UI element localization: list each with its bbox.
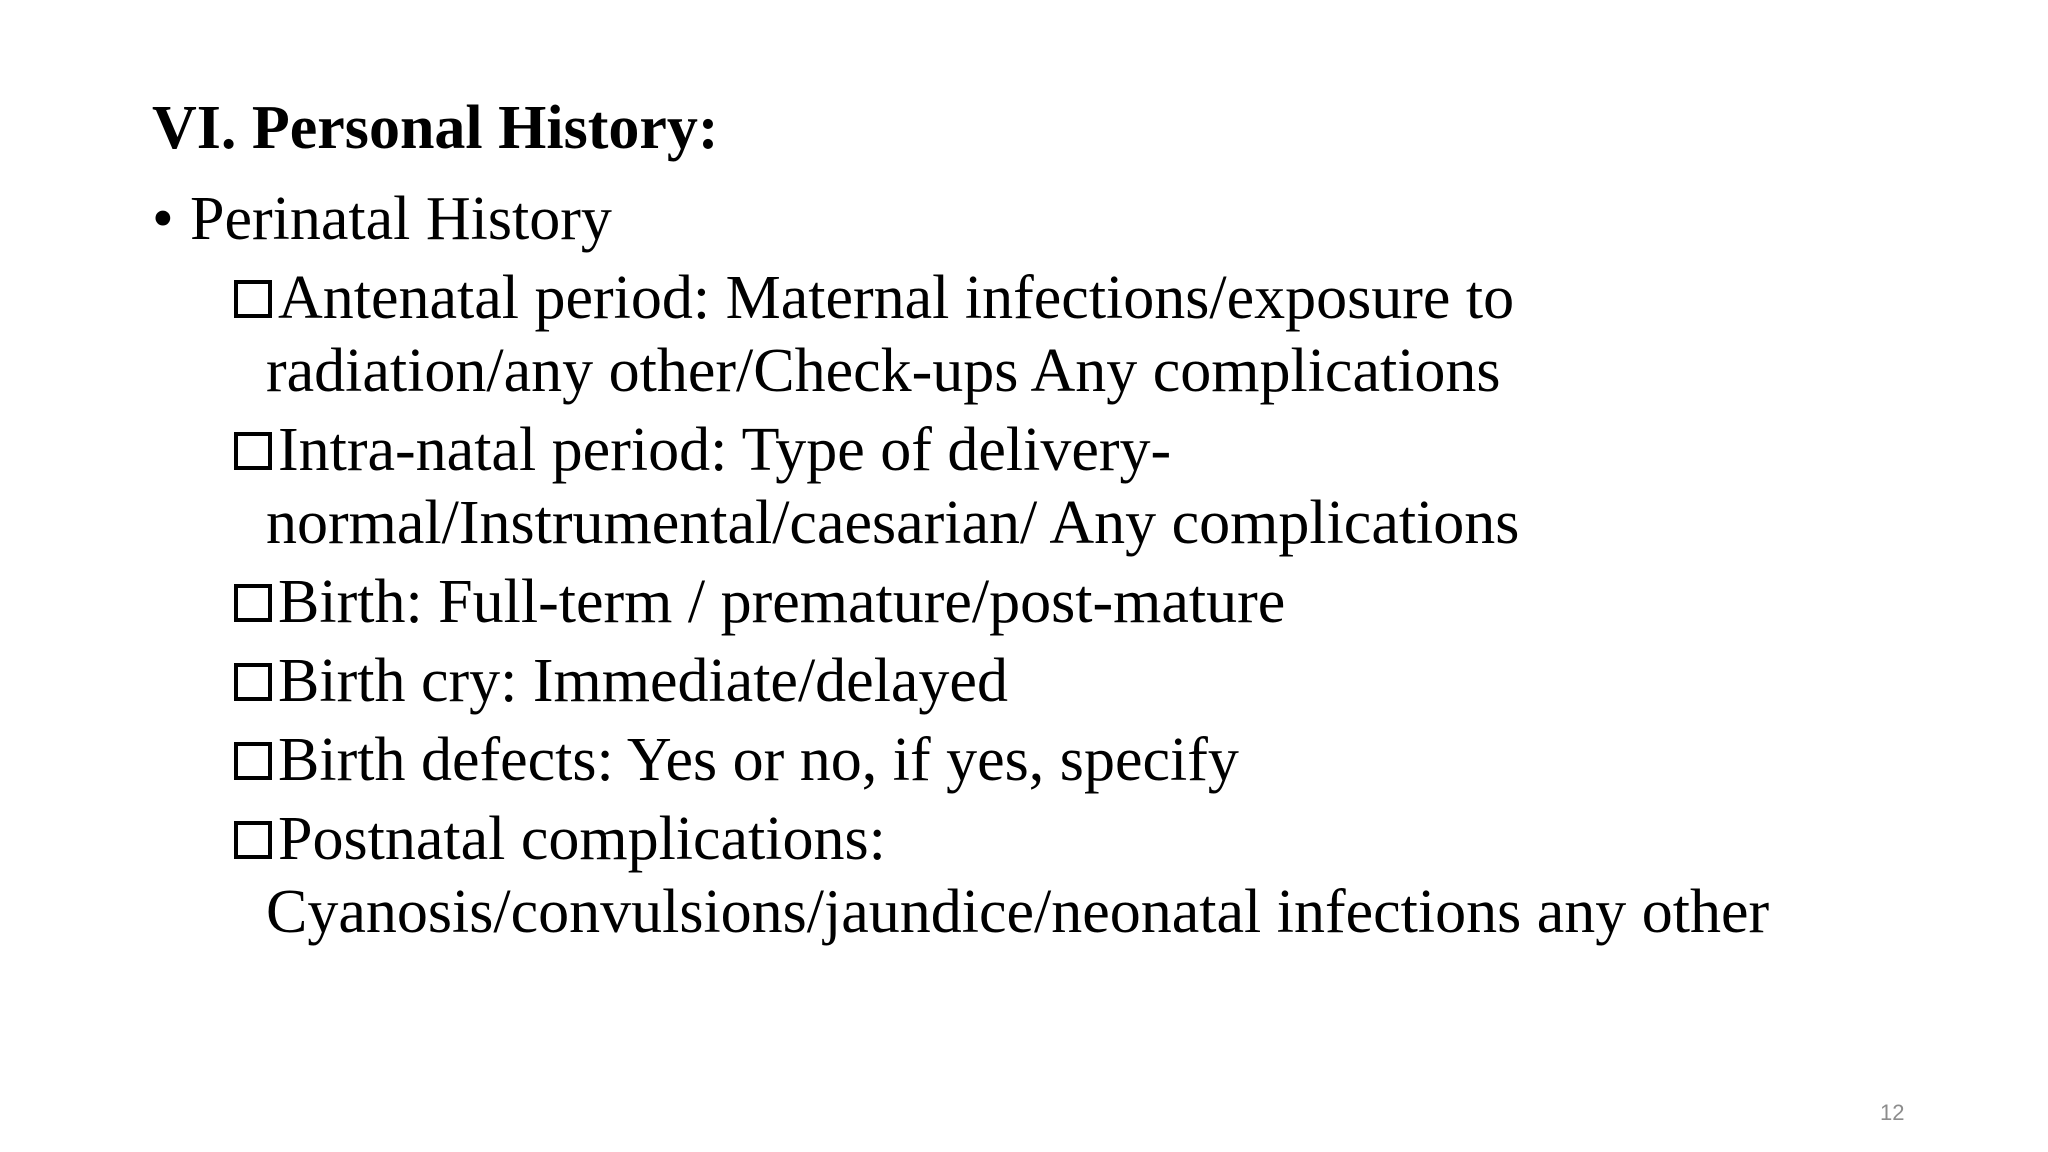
checkbox-empty-icon: [234, 663, 272, 701]
checkbox-empty-icon: [234, 742, 272, 780]
checkbox-empty-icon: [234, 432, 272, 470]
sub-item-text-continued: radiation/any other/Check-ups Any complications: [266, 337, 1501, 405]
sub-item-text: Intra-natal period: Type of delivery-: [278, 416, 1172, 484]
sub-item-text-continued: Cyanosis/convulsions/jaundice/neonatal infections any other: [266, 878, 1770, 946]
sub-item-text-continued: normal/Instrumental/caesarian/ Any complications: [266, 489, 1520, 557]
sub-item-text: Postnatal complications:: [278, 805, 886, 873]
sub-item-birth-defects: [234, 724, 2014, 797]
sub-item-antenatal: [234, 262, 2014, 408]
bullet-label: Perinatal History: [190, 185, 612, 253]
page-number: 12: [1880, 1100, 1905, 1125]
sub-item-intranatal: [234, 414, 2014, 560]
checkbox-empty-icon: [234, 584, 272, 622]
sub-item-text: Birth: Full-term / premature/post-mature: [278, 568, 1286, 636]
bullet-perinatal-history: [152, 182, 612, 256]
sub-item-birth: [234, 566, 2014, 639]
checkbox-empty-icon: [234, 280, 272, 318]
sub-item-list: [234, 262, 2014, 955]
sub-item-birth-cry: [234, 645, 2014, 718]
sub-item-text: Birth defects: Yes or no, if yes, specify: [278, 726, 1239, 794]
checkbox-empty-icon: [234, 821, 272, 859]
sub-item-text: Birth cry: Immediate/delayed: [278, 647, 1008, 715]
sub-item-postnatal: [234, 803, 2014, 949]
bullet-marker: •: [152, 185, 174, 253]
slide-title: VI. Personal History:: [152, 94, 719, 162]
sub-item-text: Antenatal period: Maternal infections/exposure to: [278, 264, 1515, 332]
